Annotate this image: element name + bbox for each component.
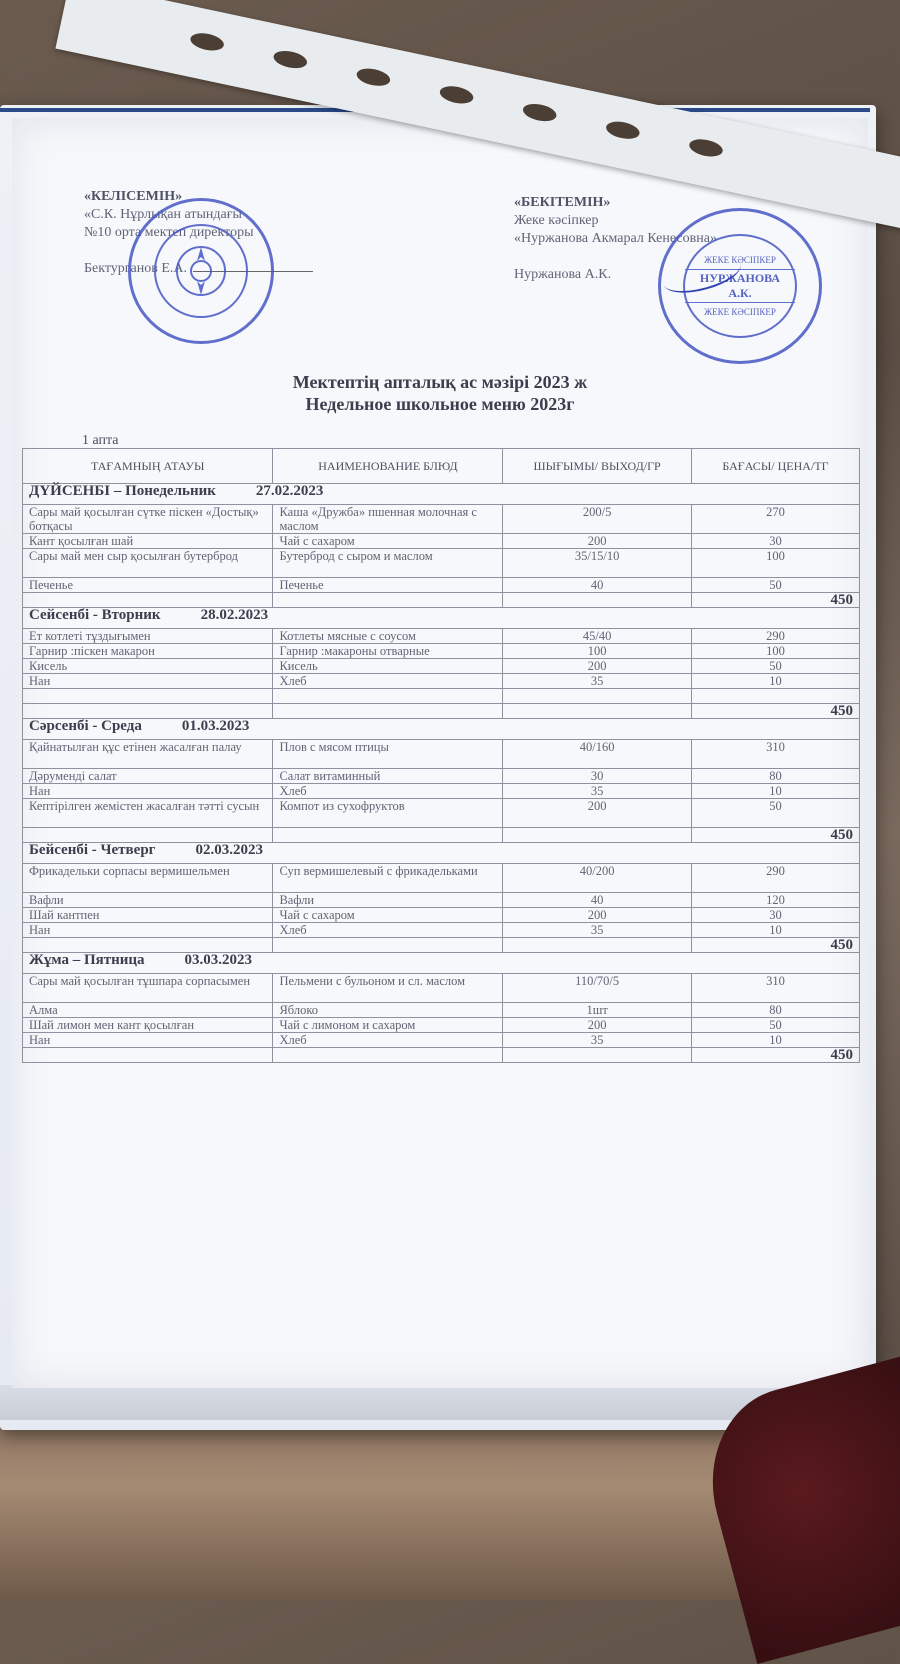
dish-price: 10	[691, 784, 859, 799]
table-row	[23, 864, 860, 893]
dish-price: 120	[691, 893, 859, 908]
table-row	[23, 644, 860, 659]
day-total: 450	[691, 704, 859, 719]
day-row-thursday	[23, 843, 860, 864]
dish-kz: Нан	[23, 923, 273, 938]
day-total-row	[23, 938, 860, 953]
dish-ru: Яблоко	[273, 1003, 503, 1018]
dish-output: 35	[503, 1033, 692, 1048]
dish-ru: Гарнир :макароны отварные	[273, 644, 503, 659]
approval-left-heading: «КЕЛІСЕМІН»	[84, 189, 183, 204]
dish-kz: Ет котлеті тұздығымен	[23, 629, 273, 644]
day-date: 28.02.2023	[200, 607, 269, 623]
punch-hole-icon	[688, 137, 725, 160]
dish-price: 80	[691, 769, 859, 784]
table-row	[23, 659, 860, 674]
approval-right-line1: Жеке кәсіпкер	[514, 213, 599, 228]
dish-output: 200	[503, 659, 692, 674]
approval-left-line1: «С.К. Нұрлықан атындағы	[84, 207, 242, 222]
empty-row	[23, 689, 860, 704]
day-row-friday	[23, 953, 860, 974]
dish-output: 30	[503, 769, 692, 784]
seal-name-text: НУРЖАНОВА А.К.	[685, 269, 795, 303]
day-row-monday	[23, 484, 860, 505]
table-header-row	[23, 449, 860, 484]
dish-kz: Кант қосылған шай	[23, 534, 273, 549]
dish-price: 80	[691, 1003, 859, 1018]
table-row	[23, 629, 860, 644]
dish-price: 50	[691, 659, 859, 674]
dish-output: 110/70/5	[503, 974, 692, 1003]
dish-output: 35/15/10	[503, 549, 692, 578]
dish-output: 200	[503, 534, 692, 549]
dish-price: 30	[691, 534, 859, 549]
approval-left-signer: Бектурганов Е.А.	[84, 261, 188, 276]
dish-ru: Вафли	[273, 893, 503, 908]
dish-ru: Чай с лимоном и сахаром	[273, 1018, 503, 1033]
punch-hole-icon	[355, 66, 392, 89]
table-row	[23, 908, 860, 923]
dish-price: 50	[691, 799, 859, 828]
dish-output: 40	[503, 578, 692, 593]
table-row	[23, 799, 860, 828]
menu-table	[22, 448, 860, 1063]
dish-kz: Сары май мен сыр қосылған бутерброд	[23, 549, 273, 578]
dish-ru: Чай с сахаром	[273, 908, 503, 923]
dish-price: 50	[691, 578, 859, 593]
dish-output: 200	[503, 1018, 692, 1033]
day-row-tuesday	[23, 608, 860, 629]
approval-left-line2: №10 орта мектеп директоры	[84, 225, 254, 240]
dish-price: 310	[691, 740, 859, 769]
table-row	[23, 769, 860, 784]
dish-price: 290	[691, 629, 859, 644]
seal-top-text: ЖЕКЕ КӘСІПКЕР	[704, 255, 776, 265]
dish-output: 35	[503, 784, 692, 799]
day-name: Жұма – Пятница	[29, 952, 145, 968]
punch-hole-icon	[189, 31, 226, 54]
day-name: ДҮЙСЕНБІ – Понедельник	[29, 483, 216, 499]
dish-output: 40/160	[503, 740, 692, 769]
day-total-row	[23, 593, 860, 608]
seal-bottom-text: ЖЕКЕ КӘСІПКЕР	[704, 307, 776, 317]
approval-right-heading: «БЕКІТЕМІН»	[514, 195, 611, 210]
table-row	[23, 893, 860, 908]
day-date: 01.03.2023	[181, 718, 250, 734]
dish-output: 35	[503, 674, 692, 689]
day-date: 03.03.2023	[184, 952, 253, 968]
dish-price: 100	[691, 549, 859, 578]
dish-price: 270	[691, 505, 859, 534]
day-date: 02.03.2023	[195, 842, 263, 858]
dish-ru: Хлеб	[273, 674, 503, 689]
table-row	[23, 974, 860, 1003]
day-total: 450	[691, 828, 859, 843]
dish-ru: Плов с мясом птицы	[273, 740, 503, 769]
dish-price: 50	[691, 1018, 859, 1033]
dish-kz: Кептірілген жемістен жасалған тәтті сусын	[23, 799, 273, 828]
punch-hole-icon	[438, 84, 475, 107]
dish-price: 10	[691, 923, 859, 938]
dish-price: 100	[691, 644, 859, 659]
table-row	[23, 923, 860, 938]
day-total: 450	[691, 593, 859, 608]
dish-output: 45/40	[503, 629, 692, 644]
col-header-kz: ТАҒАМНЫҢ АТАУЫ	[23, 449, 273, 484]
title-kz: Мектептің апталық ас мәзірі 2023 ж	[292, 372, 588, 392]
dish-kz: Қайнатылған құс етінен жасалған палау	[23, 740, 273, 769]
emblem-icon	[154, 224, 248, 318]
day-total-row	[23, 704, 860, 719]
dish-ru: Салат витаминный	[273, 769, 503, 784]
dish-kz: Фрикадельки сорпасы вермишельмен	[23, 864, 273, 893]
dish-kz: Нан	[23, 1033, 273, 1048]
day-name: Сәрсенбі - Среда	[29, 718, 142, 734]
dish-kz: Сары май қосылған сүтке піскен «Достық» ботқасы	[23, 505, 273, 534]
dish-ru: Бутерброд с сыром и маслом	[273, 549, 503, 578]
dish-ru: Пельмени с бульоном и сл. маслом	[273, 974, 503, 1003]
dish-ru: Хлеб	[273, 784, 503, 799]
table-row	[23, 740, 860, 769]
approval-right-signer: Нуржанова А.К.	[514, 267, 612, 282]
dish-ru: Печенье	[273, 578, 503, 593]
dish-ru: Чай с сахаром	[273, 534, 503, 549]
col-header-out: ШЫҒЫМЫ/ ВЫХОД/ГР	[503, 449, 692, 484]
dish-output: 200/5	[503, 505, 692, 534]
col-header-price: БАҒАСЫ/ ЦЕНА/ТГ	[691, 449, 859, 484]
approval-right-line2: «Нуржанова Акмарал Кенесовна»	[514, 231, 717, 246]
table-row	[23, 784, 860, 799]
dish-output: 40	[503, 893, 692, 908]
table-row	[23, 549, 860, 578]
dish-ru: Каша «Дружба» пшенная молочная с маслом	[273, 505, 503, 534]
day-total-row	[23, 828, 860, 843]
dish-kz: Дәруменді салат	[23, 769, 273, 784]
punch-hole-icon	[521, 101, 558, 124]
dish-kz: Шай лимон мен кант қосылған	[23, 1018, 273, 1033]
dish-kz: Нан	[23, 674, 273, 689]
dish-ru: Котлеты мясные с соусом	[273, 629, 503, 644]
table-row	[23, 505, 860, 534]
dish-kz: Печенье	[23, 578, 273, 593]
table-row	[23, 1033, 860, 1048]
day-row-wednesday	[23, 719, 860, 740]
dish-ru: Компот из сухофруктов	[273, 799, 503, 828]
dish-ru: Кисель	[273, 659, 503, 674]
dish-kz: Гарнир :піскен макарон	[23, 644, 273, 659]
day-total-row	[23, 1048, 860, 1063]
day-total: 450	[691, 938, 859, 953]
punch-hole-icon	[605, 119, 642, 142]
menu-document	[12, 118, 868, 1388]
dish-kz: Сары май қосылған тұшпара сорпасымен	[23, 974, 273, 1003]
day-date: 27.02.2023	[255, 483, 324, 499]
week-label: 1 апта	[82, 433, 119, 448]
dish-output: 200	[503, 799, 692, 828]
dish-output: 1шт	[503, 1003, 692, 1018]
dish-output: 100	[503, 644, 692, 659]
title-ru: Недельное школьное меню 2023г	[305, 394, 575, 414]
dish-price: 30	[691, 908, 859, 923]
dish-price: 310	[691, 974, 859, 1003]
table-row	[23, 674, 860, 689]
dish-output: 40/200	[503, 864, 692, 893]
table-row	[23, 578, 860, 593]
day-name: Бейсенбі - Четверг	[29, 842, 156, 858]
dish-price: 10	[691, 674, 859, 689]
table-row	[23, 534, 860, 549]
dish-kz: Кисель	[23, 659, 273, 674]
dish-price: 10	[691, 1033, 859, 1048]
dish-kz: Вафли	[23, 893, 273, 908]
day-name: Сейсенбі - Вторник	[29, 607, 161, 623]
dish-kz: Нан	[23, 784, 273, 799]
dish-kz: Шай кантпен	[23, 908, 273, 923]
dish-ru: Суп вермишелевый с фрикадельками	[273, 864, 503, 893]
table-row	[23, 1003, 860, 1018]
school-seal-icon	[128, 198, 274, 344]
col-header-ru: НАИМЕНОВАНИЕ БЛЮД	[273, 449, 503, 484]
table-row	[23, 1018, 860, 1033]
dish-output: 35	[503, 923, 692, 938]
dish-ru: Хлеб	[273, 1033, 503, 1048]
dish-output: 200	[503, 908, 692, 923]
dish-kz: Алма	[23, 1003, 273, 1018]
day-total: 450	[691, 1048, 859, 1063]
dish-price: 290	[691, 864, 859, 893]
punch-hole-icon	[272, 48, 309, 71]
dish-ru: Хлеб	[273, 923, 503, 938]
